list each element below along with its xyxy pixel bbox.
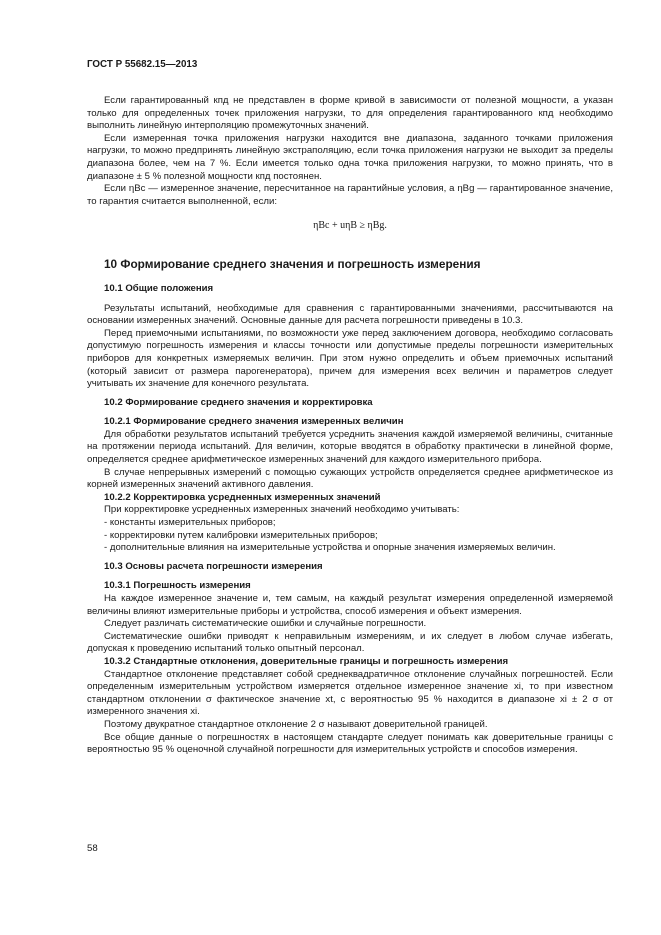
section-10-3-title: 10.3 Основы расчета погрешности измерения bbox=[104, 560, 323, 572]
section-10-1-paragraph-1: Результаты испытаний, необходимые для сравнения с гарантированными значениями, рассчитываются на основании измеренных значений. Основные данные для расчета погрешности приведены в 10.3. bbox=[87, 302, 613, 327]
guarantee-formula: ηBc + uηB ≥ ηBg. bbox=[313, 220, 387, 232]
section-10-2-2-title: 10.2.2 Корректировка усредненных измеренных значений bbox=[104, 491, 381, 503]
page-content bbox=[87, 95, 613, 757]
section-10-3-1-paragraph-2: Следует различать систематические ошибки и случайные погрешности. bbox=[104, 618, 427, 630]
section-10-3-2-paragraph-2: Поэтому двукратное стандартное отклонение 2 σ называют доверительной границей. bbox=[104, 718, 488, 730]
intro-paragraph-1: Если гарантированный кпд не представлен в форме кривой в зависимости от полезной мощности, а указан только для определенных точек приложения нагрузки, то для определения гарантированного кпд необходимо выполнить линейную интерполяцию промежуточных значений. bbox=[87, 95, 613, 132]
section-10-3-2-paragraph-3: Все общие данные о погрешностях в настоящем стандарте следует понимать как доверительные границы с вероятностью 95 % оценочной случайной погрешности для измерительных устройств и способов измерения. bbox=[87, 731, 613, 756]
section-10-3-2-paragraph-1: Стандартное отклонение представляет собой среднеквадратичное отклонение случайных погрешностей. Если определенным измерительным устройством измеряется отдельное измеренное значение xi, то при известном стандартном отклонении σ фактическое значение xt, с вероятностью 95 % находится в диапазоне xi ± 2 σ от измеренного значения xi. bbox=[87, 668, 613, 718]
section-10-3-1-paragraph-3: Систематические ошибки приводят к неправильным измерениям, и их следует в любом случае избегать, допуская к проведению испытаний только опытный персонал. bbox=[87, 630, 613, 655]
section-10-3-1-title: 10.3.1 Погрешность измерения bbox=[104, 580, 251, 592]
document-header: ГОСТ Р 55682.15—2013 bbox=[87, 59, 198, 70]
section-10-title: 10 Формирование среднего значения и погрешность измерения bbox=[104, 256, 481, 271]
intro-paragraph-3: Если ηBc — измеренное значение, пересчитанное на гарантийные условия, а ηBg — гарантированное значение, то гарантия считается выполненной, если: bbox=[87, 183, 613, 207]
section-10-2-2-lead: При корректировке усредненных измеренных значений необходимо учитывать: bbox=[104, 504, 460, 516]
section-10-3-2-title: 10.3.2 Стандартные отклонения, доверительные границы и погрешность измерения bbox=[104, 655, 509, 667]
section-10-2-title: 10.2 Формирование среднего значения и корректировка bbox=[104, 396, 373, 408]
correction-list bbox=[87, 517, 613, 555]
section-10-2-1-paragraph-1: Для обработки результатов испытаний требуется усреднить значения каждой измеряемой величины, считанные на протяжении периода испытаний. Для величин, которые вводятся в обработку практически в линейной форме, определяется среднее арифметическое измеренных значений для каждого измерительного прибора. bbox=[87, 428, 613, 466]
section-10-3-1-paragraph-1: На каждое измеренное значение и, тем самым, на каждый результат измерения определенной измеряемой величины влияют измерительные приборы и устройства, способ измерения и объект измерения. bbox=[87, 593, 613, 617]
list-item: - константы измерительных приборов; bbox=[104, 517, 276, 529]
section-10-2-1-paragraph-2: В случае непрерывных измерений с помощью сужающих устройств определяется среднее арифметическое из корней измеренных значений активного давления. bbox=[87, 466, 613, 491]
list-item: - дополнительные влияния на измерительные устройства и опорные значения измеряемых величин. bbox=[104, 542, 556, 554]
section-10-1-paragraph-2: Перед приемочными испытаниями, по возможности уже перед заключением договора, необходимо согласовать допустимую погрешность измерения и классы точности или допустимые пределы погрешности измерительных приборов для конкретных измеряемых величин. При этом нужно определить и объем приемочных испытаний (который зависит от размера парогенератора), причем для измерения всех величин и параметров следует учитывать их значение для конечного результата. bbox=[87, 327, 613, 390]
intro-paragraph-2: Если измеренная точка приложения нагрузки находится вне диапазона, заданного точками приложения нагрузки, то можно предпринять линейную экстраполяцию, если точка приложения нагрузки не выходит за пределы диапазона более, чем на 7 %. Если имеется только одна точка приложения нагрузки, то можно принять, что в диапазоне ± 5 % полезной мощности кпд постоянен. bbox=[87, 132, 613, 182]
list-item: - корректировки путем калибровки измерительных приборов; bbox=[104, 529, 378, 541]
section-10-1-title: 10.1 Общие положения bbox=[104, 282, 214, 294]
page-number: 58 bbox=[87, 843, 98, 854]
section-10-2-1-title: 10.2.1 Формирование среднего значения измеренных величин bbox=[104, 416, 404, 428]
